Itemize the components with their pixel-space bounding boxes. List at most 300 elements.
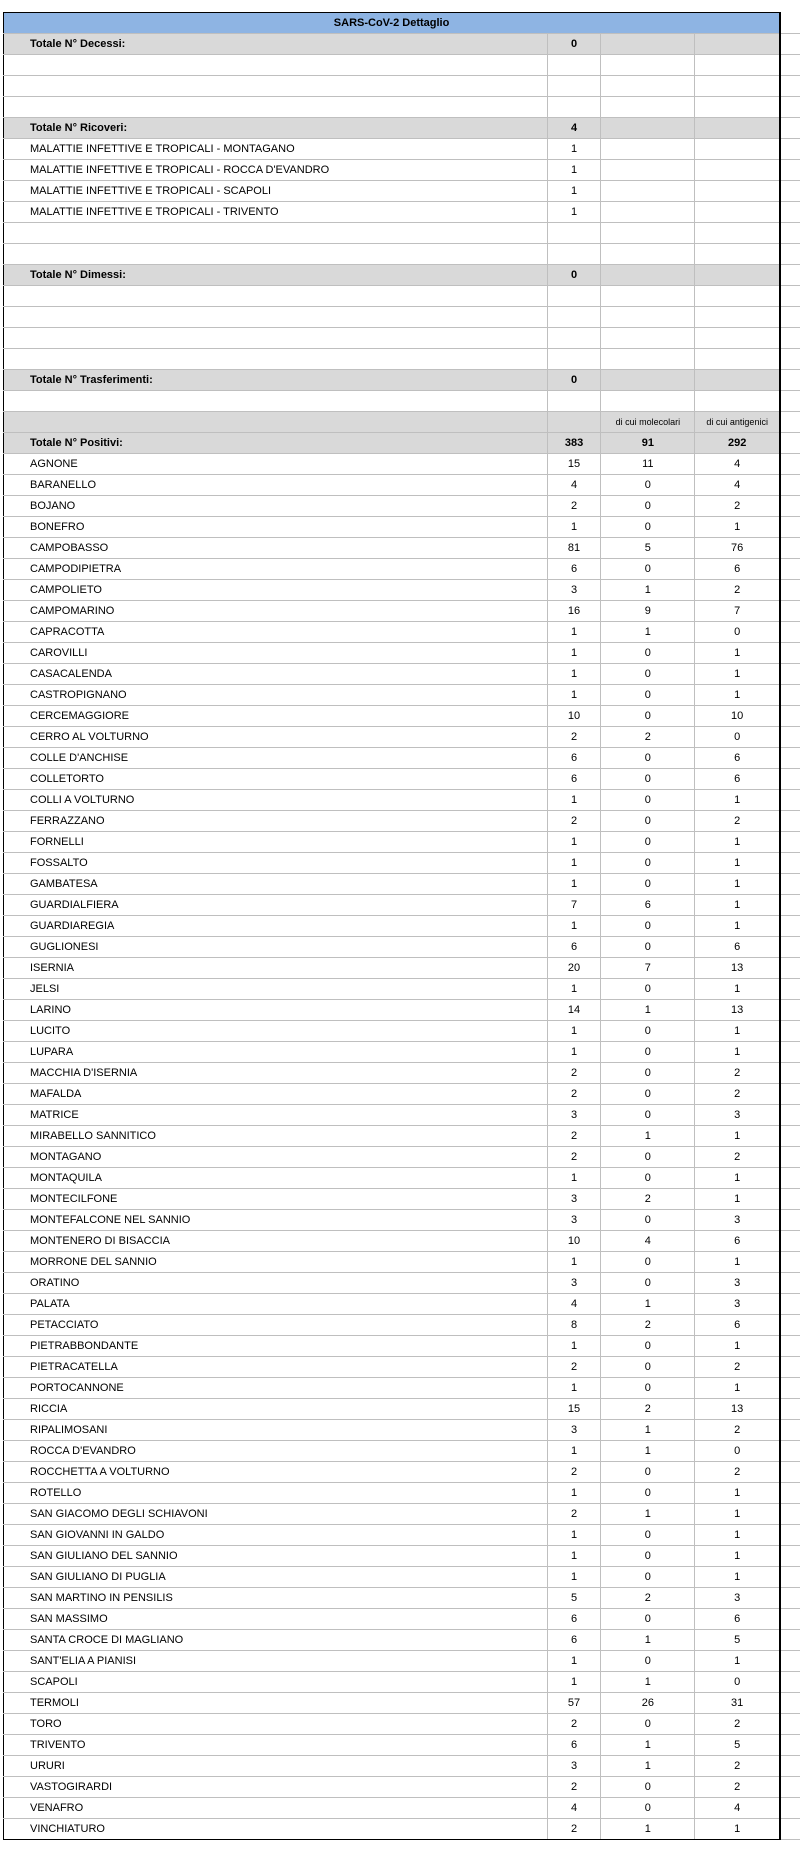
- molecolari-cell[interactable]: [601, 76, 695, 97]
- spill-cell[interactable]: [780, 811, 800, 832]
- antigenici-cell[interactable]: 2: [695, 1777, 780, 1798]
- molecolari-cell[interactable]: 7: [601, 958, 695, 979]
- label-cell[interactable]: Totale N° Trasferimenti:: [4, 370, 548, 391]
- total-cell[interactable]: 6: [547, 1630, 601, 1651]
- label-cell[interactable]: SAN MARTINO IN PENSILIS: [4, 1588, 548, 1609]
- label-cell[interactable]: ROTELLO: [4, 1483, 548, 1504]
- label-cell[interactable]: GAMBATESA: [4, 874, 548, 895]
- molecolari-cell[interactable]: 1: [601, 1441, 695, 1462]
- label-cell[interactable]: CERCEMAGGIORE: [4, 706, 548, 727]
- antigenici-cell[interactable]: 1: [695, 916, 780, 937]
- molecolari-cell[interactable]: 0: [601, 916, 695, 937]
- antigenici-cell[interactable]: 6: [695, 1315, 780, 1336]
- molecolari-cell[interactable]: 4: [601, 1231, 695, 1252]
- spill-cell[interactable]: [780, 1378, 800, 1399]
- total-cell[interactable]: 1: [547, 1567, 601, 1588]
- label-cell[interactable]: [4, 349, 548, 370]
- label-cell[interactable]: MACCHIA D'ISERNIA: [4, 1063, 548, 1084]
- label-cell[interactable]: [4, 244, 548, 265]
- spill-cell[interactable]: [780, 244, 800, 265]
- spill-cell[interactable]: [780, 1672, 800, 1693]
- antigenici-cell[interactable]: 3: [695, 1210, 780, 1231]
- total-cell[interactable]: 6: [547, 769, 601, 790]
- molecolari-cell[interactable]: 0: [601, 1021, 695, 1042]
- molecolari-cell[interactable]: 0: [601, 811, 695, 832]
- antigenici-cell[interactable]: [695, 76, 780, 97]
- antigenici-cell[interactable]: 2: [695, 1084, 780, 1105]
- label-cell[interactable]: CASTROPIGNANO: [4, 685, 548, 706]
- label-cell[interactable]: VINCHIATURO: [4, 1819, 548, 1840]
- label-cell[interactable]: [4, 412, 548, 433]
- molecolari-cell[interactable]: 0: [601, 1168, 695, 1189]
- molecolari-cell[interactable]: 0: [601, 1042, 695, 1063]
- label-cell[interactable]: PALATA: [4, 1294, 548, 1315]
- total-cell[interactable]: 4: [547, 1798, 601, 1819]
- label-cell[interactable]: TORO: [4, 1714, 548, 1735]
- total-cell[interactable]: 3: [547, 580, 601, 601]
- label-cell[interactable]: [4, 307, 548, 328]
- label-cell[interactable]: [4, 286, 548, 307]
- molecolari-cell[interactable]: 2: [601, 1315, 695, 1336]
- label-cell[interactable]: RICCIA: [4, 1399, 548, 1420]
- spill-cell[interactable]: [780, 769, 800, 790]
- spill-cell[interactable]: [780, 517, 800, 538]
- label-cell[interactable]: SAN MASSIMO: [4, 1609, 548, 1630]
- label-cell[interactable]: AGNONE: [4, 454, 548, 475]
- label-cell[interactable]: Totale N° Positivi:: [4, 433, 548, 454]
- spill-cell[interactable]: [780, 1504, 800, 1525]
- label-cell[interactable]: CAMPOMARINO: [4, 601, 548, 622]
- molecolari-cell[interactable]: 0: [601, 664, 695, 685]
- label-cell[interactable]: PIETRABBONDANTE: [4, 1336, 548, 1357]
- antigenici-cell[interactable]: 1: [695, 1126, 780, 1147]
- label-cell[interactable]: MONTECILFONE: [4, 1189, 548, 1210]
- spill-cell[interactable]: [780, 601, 800, 622]
- label-cell[interactable]: PORTOCANNONE: [4, 1378, 548, 1399]
- total-cell[interactable]: 1: [547, 517, 601, 538]
- label-cell[interactable]: VASTOGIRARDI: [4, 1777, 548, 1798]
- spill-cell[interactable]: [780, 538, 800, 559]
- spill-cell[interactable]: [780, 1714, 800, 1735]
- total-cell[interactable]: 1: [547, 622, 601, 643]
- label-cell[interactable]: SAN GIOVANNI IN GALDO: [4, 1525, 548, 1546]
- antigenici-cell[interactable]: 1: [695, 643, 780, 664]
- antigenici-cell[interactable]: 1: [695, 1252, 780, 1273]
- total-cell[interactable]: 1: [547, 979, 601, 1000]
- molecolari-cell[interactable]: 0: [601, 1525, 695, 1546]
- label-cell[interactable]: MORRONE DEL SANNIO: [4, 1252, 548, 1273]
- spill-cell[interactable]: [780, 727, 800, 748]
- total-cell[interactable]: 1: [547, 1021, 601, 1042]
- molecolari-cell[interactable]: 0: [601, 1273, 695, 1294]
- spill-cell[interactable]: [780, 1126, 800, 1147]
- molecolari-cell[interactable]: 0: [601, 1210, 695, 1231]
- spill-cell[interactable]: [780, 1693, 800, 1714]
- molecolari-cell[interactable]: 0: [601, 1567, 695, 1588]
- molecolari-cell[interactable]: 0: [601, 1798, 695, 1819]
- label-cell[interactable]: ROCCHETTA A VOLTURNO: [4, 1462, 548, 1483]
- total-cell[interactable]: 57: [547, 1693, 601, 1714]
- antigenici-cell[interactable]: 2: [695, 580, 780, 601]
- spill-cell[interactable]: [780, 664, 800, 685]
- label-cell[interactable]: GUGLIONESI: [4, 937, 548, 958]
- label-cell[interactable]: LUCITO: [4, 1021, 548, 1042]
- label-cell[interactable]: CAPRACOTTA: [4, 622, 548, 643]
- antigenici-cell[interactable]: [695, 118, 780, 139]
- antigenici-cell[interactable]: [695, 244, 780, 265]
- label-cell[interactable]: ORATINO: [4, 1273, 548, 1294]
- antigenici-cell[interactable]: 5: [695, 1630, 780, 1651]
- antigenici-cell[interactable]: 3: [695, 1294, 780, 1315]
- total-cell[interactable]: 2: [547, 811, 601, 832]
- molecolari-cell[interactable]: [601, 223, 695, 244]
- total-cell[interactable]: 1: [547, 1546, 601, 1567]
- antigenici-cell[interactable]: 3: [695, 1105, 780, 1126]
- spill-cell[interactable]: [780, 475, 800, 496]
- total-cell[interactable]: 1: [547, 181, 601, 202]
- molecolari-cell[interactable]: 0: [601, 769, 695, 790]
- molecolari-cell[interactable]: [601, 34, 695, 55]
- antigenici-cell[interactable]: 3: [695, 1588, 780, 1609]
- spill-cell[interactable]: [780, 1441, 800, 1462]
- antigenici-cell[interactable]: 2: [695, 496, 780, 517]
- spill-cell[interactable]: [780, 1252, 800, 1273]
- antigenici-cell[interactable]: 2: [695, 1420, 780, 1441]
- total-cell[interactable]: [547, 286, 601, 307]
- antigenici-cell[interactable]: [695, 160, 780, 181]
- spill-cell[interactable]: [780, 1588, 800, 1609]
- total-cell[interactable]: 1: [547, 1483, 601, 1504]
- antigenici-cell[interactable]: 1: [695, 1546, 780, 1567]
- label-cell[interactable]: URURI: [4, 1756, 548, 1777]
- label-cell[interactable]: CAROVILLI: [4, 643, 548, 664]
- antigenici-cell[interactable]: [695, 181, 780, 202]
- spill-cell[interactable]: [780, 139, 800, 160]
- total-cell[interactable]: 2: [547, 1462, 601, 1483]
- spill-cell[interactable]: [780, 307, 800, 328]
- spill-cell[interactable]: [780, 1105, 800, 1126]
- label-cell[interactable]: PETACCIATO: [4, 1315, 548, 1336]
- total-cell[interactable]: 1: [547, 664, 601, 685]
- label-cell[interactable]: SAN GIACOMO DEGLI SCHIAVONI: [4, 1504, 548, 1525]
- molecolari-cell[interactable]: 11: [601, 454, 695, 475]
- molecolari-cell[interactable]: [601, 391, 695, 412]
- total-cell[interactable]: 1: [547, 643, 601, 664]
- molecolari-cell[interactable]: 0: [601, 1546, 695, 1567]
- molecolari-cell[interactable]: 0: [601, 1252, 695, 1273]
- antigenici-cell[interactable]: 13: [695, 1000, 780, 1021]
- spill-cell[interactable]: [780, 496, 800, 517]
- total-cell[interactable]: [547, 223, 601, 244]
- spill-cell[interactable]: [780, 1483, 800, 1504]
- spill-cell[interactable]: [780, 265, 800, 286]
- total-cell[interactable]: 2: [547, 1147, 601, 1168]
- antigenici-cell[interactable]: [695, 349, 780, 370]
- molecolari-cell[interactable]: [601, 244, 695, 265]
- spill-cell[interactable]: [780, 370, 800, 391]
- spill-cell[interactable]: [780, 1210, 800, 1231]
- label-cell[interactable]: SANT'ELIA A PIANISI: [4, 1651, 548, 1672]
- antigenici-cell[interactable]: [695, 223, 780, 244]
- spill-cell[interactable]: [780, 1147, 800, 1168]
- spill-cell[interactable]: [780, 1273, 800, 1294]
- total-cell[interactable]: 4: [547, 118, 601, 139]
- antigenici-cell[interactable]: 2: [695, 1147, 780, 1168]
- total-cell[interactable]: [547, 349, 601, 370]
- total-cell[interactable]: 6: [547, 559, 601, 580]
- antigenici-cell[interactable]: 2: [695, 1462, 780, 1483]
- molecolari-cell[interactable]: 0: [601, 1714, 695, 1735]
- molecolari-cell[interactable]: 0: [601, 1336, 695, 1357]
- spill-cell[interactable]: [780, 433, 800, 454]
- total-cell[interactable]: 3: [547, 1189, 601, 1210]
- molecolari-cell[interactable]: 91: [601, 433, 695, 454]
- spill-cell[interactable]: [780, 1357, 800, 1378]
- molecolari-cell[interactable]: 0: [601, 832, 695, 853]
- label-cell[interactable]: CAMPODIPIETRA: [4, 559, 548, 580]
- antigenici-cell[interactable]: [695, 34, 780, 55]
- spill-cell[interactable]: [780, 748, 800, 769]
- spill-cell[interactable]: [780, 916, 800, 937]
- molecolari-cell[interactable]: 0: [601, 643, 695, 664]
- molecolari-cell[interactable]: 0: [601, 1084, 695, 1105]
- spill-cell[interactable]: [780, 349, 800, 370]
- antigenici-cell[interactable]: 3: [695, 1273, 780, 1294]
- antigenici-cell[interactable]: 2: [695, 811, 780, 832]
- molecolari-cell[interactable]: 1: [601, 580, 695, 601]
- spill-cell[interactable]: [780, 895, 800, 916]
- total-cell[interactable]: 1: [547, 1525, 601, 1546]
- spill-cell[interactable]: [780, 1630, 800, 1651]
- total-cell[interactable]: 5: [547, 1588, 601, 1609]
- total-cell[interactable]: 6: [547, 1609, 601, 1630]
- antigenici-cell[interactable]: 1: [695, 832, 780, 853]
- antigenici-cell[interactable]: 5: [695, 1735, 780, 1756]
- antigenici-cell[interactable]: 6: [695, 559, 780, 580]
- antigenici-cell[interactable]: 1: [695, 853, 780, 874]
- antigenici-cell[interactable]: 292: [695, 433, 780, 454]
- label-cell[interactable]: TRIVENTO: [4, 1735, 548, 1756]
- molecolari-cell[interactable]: 0: [601, 706, 695, 727]
- total-cell[interactable]: 2: [547, 727, 601, 748]
- total-cell[interactable]: 1: [547, 1378, 601, 1399]
- spill-cell[interactable]: [780, 643, 800, 664]
- label-cell[interactable]: LARINO: [4, 1000, 548, 1021]
- total-cell[interactable]: 6: [547, 748, 601, 769]
- molecolari-cell[interactable]: 0: [601, 1777, 695, 1798]
- molecolari-cell[interactable]: 2: [601, 1588, 695, 1609]
- total-cell[interactable]: 8: [547, 1315, 601, 1336]
- label-cell[interactable]: Totale N° Dimessi:: [4, 265, 548, 286]
- antigenici-cell[interactable]: 4: [695, 454, 780, 475]
- label-cell[interactable]: FERRAZZANO: [4, 811, 548, 832]
- label-cell[interactable]: SAN GIULIANO DI PUGLIA: [4, 1567, 548, 1588]
- label-cell[interactable]: GUARDIAREGIA: [4, 916, 548, 937]
- total-cell[interactable]: 3: [547, 1210, 601, 1231]
- molecolari-cell[interactable]: 0: [601, 1357, 695, 1378]
- molecolari-cell[interactable]: 2: [601, 727, 695, 748]
- total-cell[interactable]: 15: [547, 454, 601, 475]
- spill-cell[interactable]: [780, 1609, 800, 1630]
- spill-cell[interactable]: [780, 706, 800, 727]
- antigenici-cell[interactable]: 1: [695, 1567, 780, 1588]
- label-cell[interactable]: FORNELLI: [4, 832, 548, 853]
- total-cell[interactable]: 10: [547, 1231, 601, 1252]
- antigenici-cell[interactable]: 1: [695, 1819, 780, 1840]
- molecolari-cell[interactable]: di cui molecolari: [601, 412, 695, 433]
- spill-cell[interactable]: [780, 937, 800, 958]
- label-cell[interactable]: COLLE D'ANCHISE: [4, 748, 548, 769]
- molecolari-cell[interactable]: 0: [601, 517, 695, 538]
- antigenici-cell[interactable]: 0: [695, 1672, 780, 1693]
- antigenici-cell[interactable]: 1: [695, 664, 780, 685]
- antigenici-cell[interactable]: [695, 328, 780, 349]
- molecolari-cell[interactable]: 1: [601, 1420, 695, 1441]
- total-cell[interactable]: 1: [547, 139, 601, 160]
- antigenici-cell[interactable]: 1: [695, 517, 780, 538]
- total-cell[interactable]: 4: [547, 1294, 601, 1315]
- total-cell[interactable]: 81: [547, 538, 601, 559]
- antigenici-cell[interactable]: 1: [695, 1651, 780, 1672]
- total-cell[interactable]: 2: [547, 1504, 601, 1525]
- label-cell[interactable]: JELSI: [4, 979, 548, 1000]
- antigenici-cell[interactable]: 2: [695, 1357, 780, 1378]
- label-cell[interactable]: VENAFRO: [4, 1798, 548, 1819]
- spill-cell[interactable]: [780, 979, 800, 1000]
- total-cell[interactable]: 4: [547, 475, 601, 496]
- total-cell[interactable]: 1: [547, 160, 601, 181]
- antigenici-cell[interactable]: 1: [695, 790, 780, 811]
- spill-cell[interactable]: [780, 1021, 800, 1042]
- spill-cell[interactable]: [780, 391, 800, 412]
- molecolari-cell[interactable]: 6: [601, 895, 695, 916]
- label-cell[interactable]: COLLETORTO: [4, 769, 548, 790]
- molecolari-cell[interactable]: 1: [601, 622, 695, 643]
- molecolari-cell[interactable]: [601, 97, 695, 118]
- total-cell[interactable]: 1: [547, 874, 601, 895]
- antigenici-cell[interactable]: 2: [695, 1756, 780, 1777]
- spill-cell[interactable]: [780, 328, 800, 349]
- molecolari-cell[interactable]: 0: [601, 1105, 695, 1126]
- spill-cell[interactable]: [780, 1651, 800, 1672]
- spill-cell[interactable]: [780, 580, 800, 601]
- spill-cell[interactable]: [780, 118, 800, 139]
- total-cell[interactable]: 1: [547, 202, 601, 223]
- spill-cell[interactable]: [780, 223, 800, 244]
- antigenici-cell[interactable]: 1: [695, 1042, 780, 1063]
- total-cell[interactable]: 1: [547, 916, 601, 937]
- spill-cell[interactable]: [780, 97, 800, 118]
- antigenici-cell[interactable]: 2: [695, 1063, 780, 1084]
- antigenici-cell[interactable]: [695, 286, 780, 307]
- molecolari-cell[interactable]: 0: [601, 1483, 695, 1504]
- molecolari-cell[interactable]: 0: [601, 937, 695, 958]
- molecolari-cell[interactable]: 0: [601, 1651, 695, 1672]
- label-cell[interactable]: [4, 328, 548, 349]
- total-cell[interactable]: 14: [547, 1000, 601, 1021]
- total-cell[interactable]: 3: [547, 1105, 601, 1126]
- label-cell[interactable]: BONEFRO: [4, 517, 548, 538]
- label-cell[interactable]: BARANELLO: [4, 475, 548, 496]
- molecolari-cell[interactable]: 9: [601, 601, 695, 622]
- label-cell[interactable]: CERRO AL VOLTURNO: [4, 727, 548, 748]
- total-cell[interactable]: 2: [547, 1357, 601, 1378]
- spill-cell[interactable]: [780, 559, 800, 580]
- label-cell[interactable]: ROCCA D'EVANDRO: [4, 1441, 548, 1462]
- spill-cell[interactable]: [780, 1294, 800, 1315]
- antigenici-cell[interactable]: 6: [695, 1609, 780, 1630]
- spill-cell[interactable]: [780, 76, 800, 97]
- spill-cell[interactable]: [780, 13, 800, 34]
- molecolari-cell[interactable]: 1: [601, 1630, 695, 1651]
- antigenici-cell[interactable]: [695, 391, 780, 412]
- label-cell[interactable]: [4, 391, 548, 412]
- molecolari-cell[interactable]: [601, 160, 695, 181]
- spill-cell[interactable]: [780, 1000, 800, 1021]
- molecolari-cell[interactable]: 1: [601, 1735, 695, 1756]
- total-cell[interactable]: 6: [547, 1735, 601, 1756]
- molecolari-cell[interactable]: 0: [601, 496, 695, 517]
- label-cell[interactable]: MONTEFALCONE NEL SANNIO: [4, 1210, 548, 1231]
- total-cell[interactable]: 1: [547, 832, 601, 853]
- spill-cell[interactable]: [780, 202, 800, 223]
- label-cell[interactable]: MONTAGANO: [4, 1147, 548, 1168]
- total-cell[interactable]: 15: [547, 1399, 601, 1420]
- spill-cell[interactable]: [780, 454, 800, 475]
- total-cell[interactable]: 1: [547, 853, 601, 874]
- label-cell[interactable]: CASACALENDA: [4, 664, 548, 685]
- antigenici-cell[interactable]: 31: [695, 1693, 780, 1714]
- molecolari-cell[interactable]: 2: [601, 1189, 695, 1210]
- antigenici-cell[interactable]: 6: [695, 1231, 780, 1252]
- total-cell[interactable]: 2: [547, 1126, 601, 1147]
- spill-cell[interactable]: [780, 1168, 800, 1189]
- label-cell[interactable]: RIPALIMOSANI: [4, 1420, 548, 1441]
- spill-cell[interactable]: [780, 34, 800, 55]
- total-cell[interactable]: 6: [547, 937, 601, 958]
- molecolari-cell[interactable]: 0: [601, 790, 695, 811]
- total-cell[interactable]: 1: [547, 685, 601, 706]
- antigenici-cell[interactable]: 1: [695, 979, 780, 1000]
- spill-cell[interactable]: [780, 832, 800, 853]
- molecolari-cell[interactable]: 0: [601, 748, 695, 769]
- molecolari-cell[interactable]: 2: [601, 1399, 695, 1420]
- spill-cell[interactable]: [780, 181, 800, 202]
- label-cell[interactable]: MIRABELLO SANNITICO: [4, 1126, 548, 1147]
- molecolari-cell[interactable]: [601, 370, 695, 391]
- label-cell[interactable]: [4, 223, 548, 244]
- antigenici-cell[interactable]: 1: [695, 1021, 780, 1042]
- total-cell[interactable]: 3: [547, 1273, 601, 1294]
- antigenici-cell[interactable]: 6: [695, 937, 780, 958]
- spill-cell[interactable]: [780, 1315, 800, 1336]
- spill-cell[interactable]: [780, 685, 800, 706]
- total-cell[interactable]: 2: [547, 1714, 601, 1735]
- label-cell[interactable]: MALATTIE INFETTIVE E TROPICALI - TRIVENTO: [4, 202, 548, 223]
- molecolari-cell[interactable]: [601, 139, 695, 160]
- antigenici-cell[interactable]: [695, 97, 780, 118]
- antigenici-cell[interactable]: 1: [695, 1189, 780, 1210]
- label-cell[interactable]: Totale N° Ricoveri:: [4, 118, 548, 139]
- total-cell[interactable]: 2: [547, 1777, 601, 1798]
- spill-cell[interactable]: [780, 286, 800, 307]
- spill-cell[interactable]: [780, 412, 800, 433]
- antigenici-cell[interactable]: 1: [695, 685, 780, 706]
- spill-cell[interactable]: [780, 1567, 800, 1588]
- label-cell[interactable]: MATRICE: [4, 1105, 548, 1126]
- spill-cell[interactable]: [780, 1420, 800, 1441]
- molecolari-cell[interactable]: 5: [601, 538, 695, 559]
